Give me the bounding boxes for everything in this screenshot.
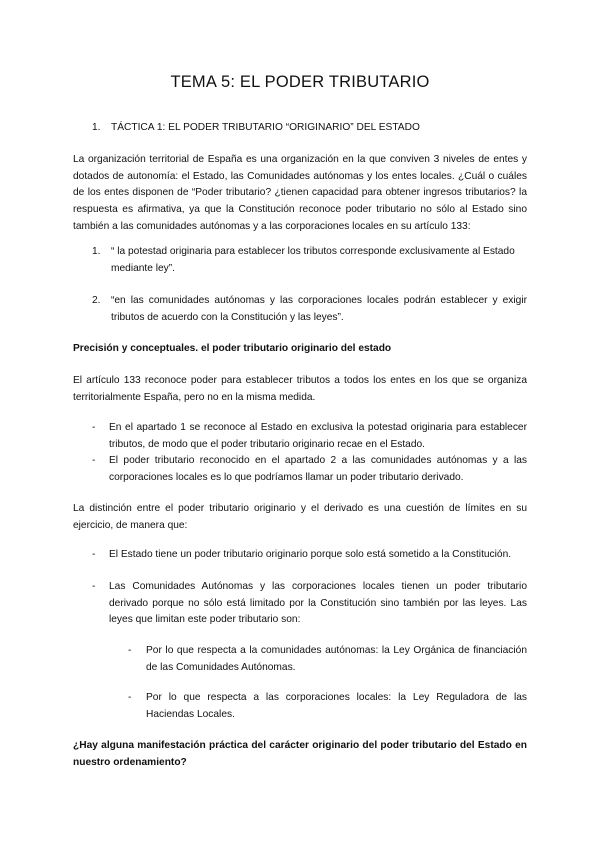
dash-item-text: Las Comunidades Autónomas y las corporaciones locales tienen un poder tributario derivado porque no sólo está limitado por la Constitución sino también por las leyes. Las leyes que limitan este poder tributario son: bbox=[109, 581, 527, 626]
section-heading-text: TÁCTICA 1: EL PODER TRIBUTARIO “ORIGINARIO” DEL ESTADO bbox=[111, 122, 420, 133]
dash-marker: - bbox=[92, 422, 96, 433]
paragraph-distinction: La distinción entre el poder tributario originario y el derivado es una cuestión de límites en su ejercicio, de manera que: bbox=[73, 503, 527, 531]
intro-paragraph: La organización territorial de España es una organización en la que conviven 3 niveles de entes y dotados de autonomía: el Estado, las Comunidades autónomas y los entes locales. ¿Cuál o cuáles de los entes disponen de “Poder tributario? ¿tienen capacidad para obtener ingresos tributarios? la respuesta es afirmativa, ya que la Constitución reconoce poder tributario no sólo al Estado sino también a las comunidades autónomas y a las corporaciones locales en su artículo 133: bbox=[73, 154, 527, 232]
sub-dash-item-text: Por lo que respecta a la comunidades autónomas: la Ley Orgánica de financiación de las Comunidades Autónomas. bbox=[146, 645, 527, 673]
section-number: 1. bbox=[92, 122, 101, 133]
dash-marker: - bbox=[92, 581, 96, 592]
document-title: TEMA 5: EL PODER TRIBUTARIO bbox=[170, 73, 430, 91]
dash-marker: - bbox=[92, 549, 96, 560]
paragraph-article-133: El artículo 133 reconoce poder para establecer tributos a todos los entes en los que se organiza territorialmente España, pero no en la misma medida. bbox=[73, 375, 527, 403]
dash-item-text: El Estado tiene un poder tributario originario porque solo está sometido a la Constitución. bbox=[109, 549, 512, 560]
dash-item-text: En el apartado 1 se reconoce al Estado en exclusiva la potestad originaria para establecer tributos, de modo que el poder tributario originario recae en el Estado. bbox=[109, 422, 527, 450]
dash-marker: - bbox=[128, 692, 132, 703]
dash-marker: - bbox=[92, 455, 96, 466]
dash-marker: - bbox=[128, 645, 132, 656]
list-number: 1. bbox=[92, 246, 101, 257]
sub-dash-item-text: Por lo que respecta a las corporaciones locales: la Ley Reguladora de las Haciendas Locales. bbox=[146, 692, 527, 720]
subheading-precision: Precisión y conceptuales. el poder tributario originario del estado bbox=[73, 343, 392, 354]
article-item-text: “ la potestad originaria para establecer los tributos corresponde exclusivamente al Estado mediante ley”. bbox=[111, 246, 515, 274]
list-number: 2. bbox=[92, 295, 101, 306]
dash-item-text: El poder tributario reconocido en el apartado 2 a las comunidades autónomas y a las corporaciones locales es lo que podríamos llamar un poder tributario derivado. bbox=[109, 455, 527, 483]
question-heading: ¿Hay alguna manifestación práctica del carácter originario del poder tributario del Estado en nuestro ordenamiento? bbox=[73, 740, 527, 768]
article-item-text: “en las comunidades autónomas y las corporaciones locales podrán establecer y exigir tributos de acuerdo con la Constitución y las leyes”. bbox=[111, 295, 527, 323]
